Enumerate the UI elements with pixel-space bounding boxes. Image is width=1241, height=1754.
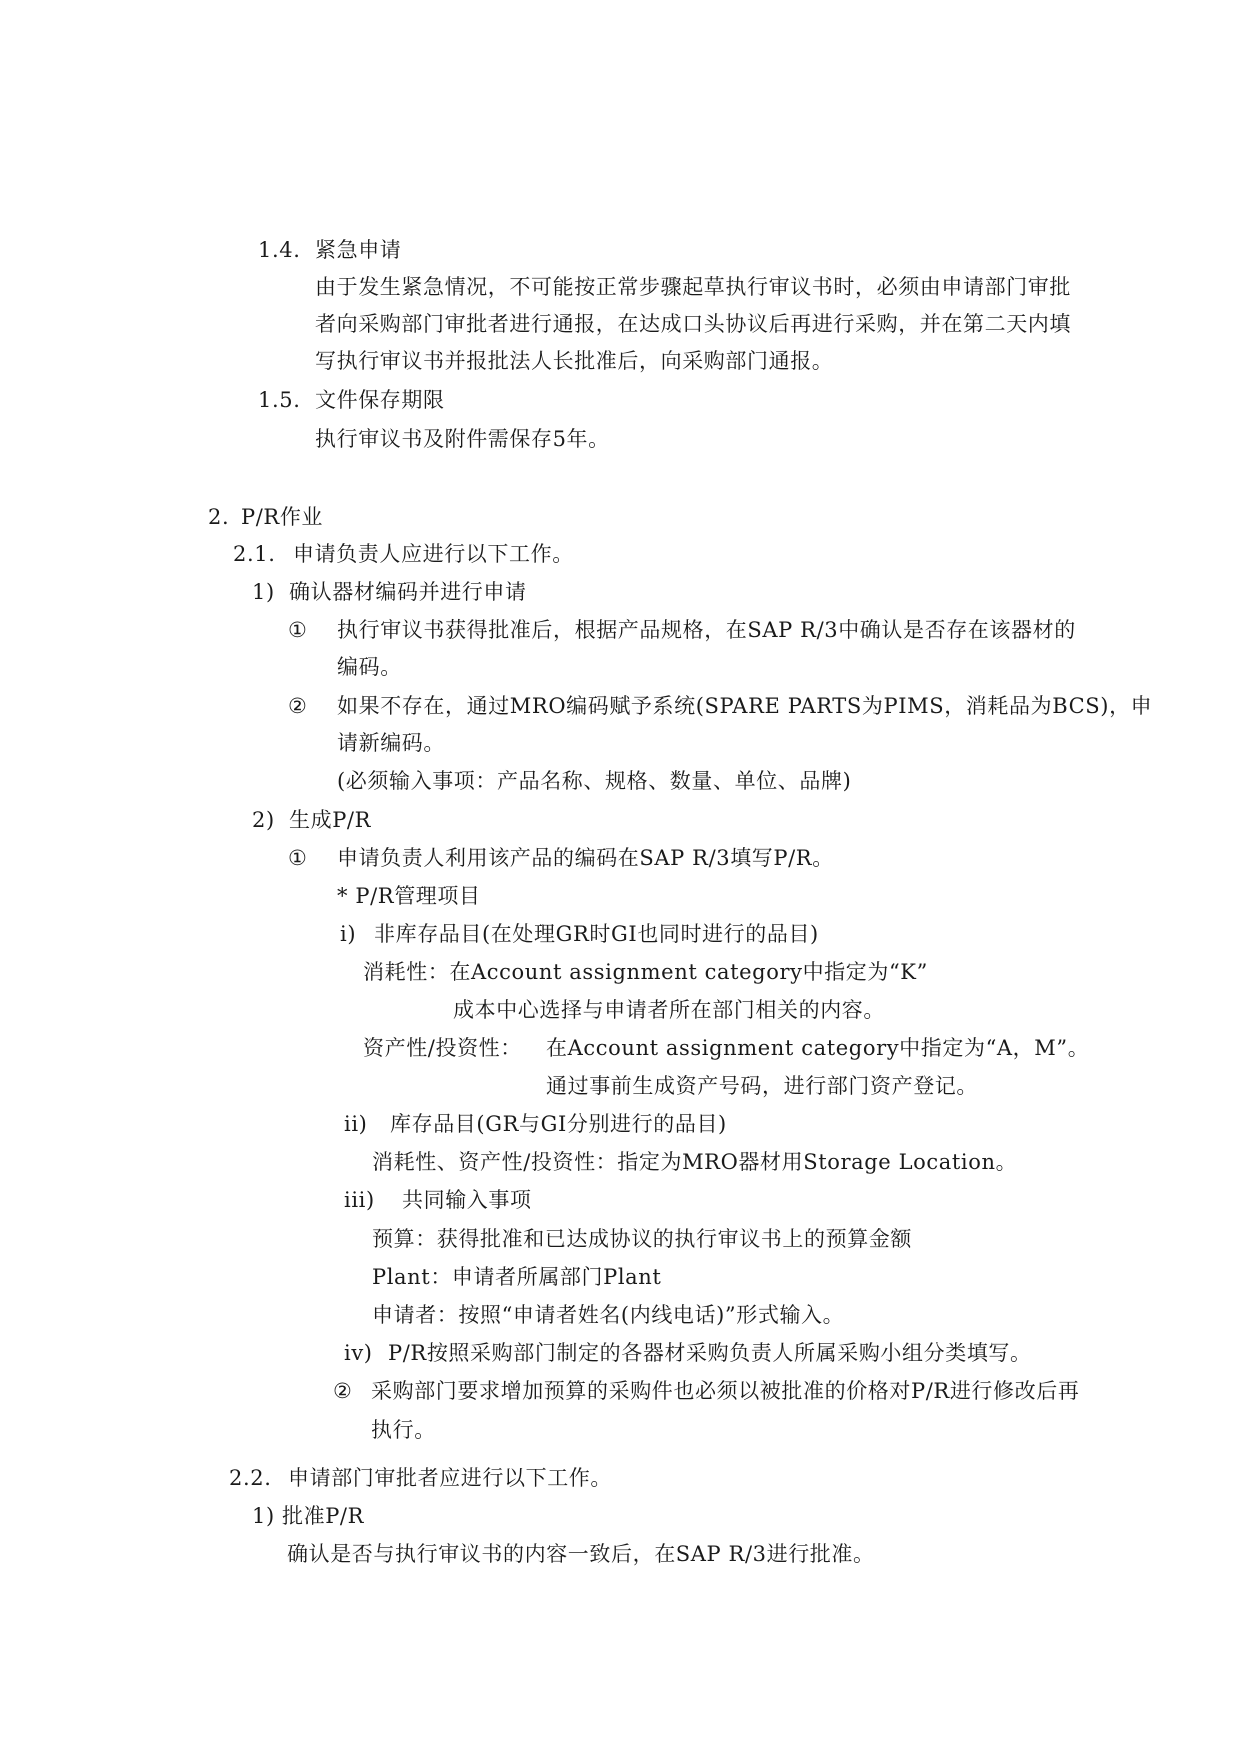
list-item-heading	[252, 810, 371, 831]
paragraph-line: 申请负责人利用该产品的编码在SAP R/3填写P/R。	[337, 846, 834, 870]
management-items-heading: * P/R管理项目	[337, 884, 481, 908]
section-title: 文件保存期限	[315, 388, 445, 412]
circled-item	[288, 620, 1076, 641]
circled-item	[333, 1381, 1079, 1402]
list-marker: 1)	[252, 1504, 275, 1528]
circled-marker: ①	[288, 618, 308, 642]
list-item-title: 生成P/R	[289, 808, 372, 832]
paragraph-line: 如果不存在，通过MRO编码赋予系统(SPARE PARTS为PIMS，消耗品为BCS)，申	[337, 694, 1153, 718]
roman-item-title: 非库存品目(在处理GR时GI也同时进行的品目)	[374, 922, 819, 946]
section-heading	[233, 544, 574, 565]
circled-marker: ②	[333, 1379, 353, 1403]
section-number: 1.5.	[258, 388, 301, 412]
section-title: 申请负责人应进行以下工作。	[293, 542, 574, 566]
paragraph-line: 请新编码。	[337, 731, 445, 755]
roman-item-heading	[340, 924, 819, 945]
paragraph-line: 执行审议书获得批准后，根据产品规格，在SAP R/3中确认是否存在该器材的	[337, 618, 1076, 642]
circled-item	[288, 848, 834, 869]
paragraph-line: 确认是否与执行审议书的内容一致后，在SAP R/3进行批准。	[287, 1542, 875, 1566]
paragraph-line: 采购部门要求增加预算的采购件也必须以被批准的价格对P/R进行修改后再	[371, 1379, 1080, 1403]
section-number: 2.2.	[229, 1466, 272, 1490]
chapter-number: 2.	[208, 505, 230, 529]
paragraph-line: 消耗性：在Account assignment category中指定为“K”	[363, 960, 928, 984]
paragraph-line: 者向采购部门审批者进行通报，在达成口头协议后再进行采购，并在第二天内填	[315, 312, 1071, 336]
circled-item	[288, 696, 1152, 717]
paragraph-line: 预算：获得批准和已达成协议的执行审议书上的预算金额	[372, 1227, 912, 1251]
roman-marker: iii)	[344, 1188, 375, 1212]
paragraph-line: 执行。	[371, 1418, 436, 1442]
paragraph-line: 写执行审议书并报批法人长批准后，向采购部门通报。	[315, 349, 834, 373]
section-number: 2.1.	[233, 542, 276, 566]
paragraph-line: 申请者：按照“申请者姓名(内线电话)”形式输入。	[372, 1303, 845, 1327]
paragraph-line: 在Account assignment category中指定为“A，M”。	[546, 1036, 1090, 1060]
roman-item-heading	[344, 1190, 532, 1211]
list-item-heading	[252, 1506, 364, 1527]
roman-item-title: 库存品目(GR与GI分别进行的品目)	[390, 1112, 727, 1136]
section-heading	[258, 240, 401, 261]
chapter-title: P/R作业	[241, 505, 324, 529]
roman-marker: ii)	[344, 1112, 368, 1136]
list-item-title: 确认器材编码并进行申请	[289, 580, 527, 604]
paragraph-line: 执行审议书及附件需保存5年。	[315, 427, 610, 451]
paragraph-line: 消耗性、资产性/投资性：指定为MRO器材用Storage Location。	[372, 1150, 1018, 1174]
paragraph-line: P/R按照采购部门制定的各器材采购负责人所属采购小组分类填写。	[388, 1341, 1032, 1365]
paragraph-line: 资产性/投资性：	[363, 1036, 522, 1060]
circled-marker: ②	[288, 694, 308, 718]
roman-item-title: 共同输入事项	[402, 1188, 532, 1212]
list-marker: 1)	[252, 580, 275, 604]
list-marker: 2)	[252, 808, 275, 832]
section-heading	[229, 1468, 612, 1489]
roman-marker: iv)	[344, 1341, 373, 1365]
paragraph-line: 通过事前生成资产号码，进行部门资产登记。	[546, 1074, 978, 1098]
circled-marker: ①	[288, 846, 308, 870]
paragraph-line: 成本中心选择与申请者所在部门相关的内容。	[453, 998, 885, 1022]
section-title: 申请部门审批者应进行以下工作。	[288, 1466, 612, 1490]
section-heading	[258, 390, 445, 411]
chapter-heading	[208, 507, 323, 528]
note-line: (必须输入事项：产品名称、规格、数量、单位、品牌)	[337, 769, 852, 793]
roman-marker: i)	[340, 922, 357, 946]
section-number: 1.4.	[258, 238, 301, 262]
list-item-heading	[252, 582, 527, 603]
section-title: 紧急申请	[315, 238, 402, 262]
paragraph-line: 由于发生紧急情况，不可能按正常步骤起草执行审议书时，必须由申请部门审批	[315, 275, 1071, 299]
paragraph-line: Plant：申请者所属部门Plant	[372, 1265, 662, 1289]
roman-item-heading	[344, 1114, 727, 1135]
paragraph-line: 编码。	[337, 655, 402, 679]
list-item-title: 批准P/R	[282, 1504, 365, 1528]
roman-item-heading	[344, 1343, 1032, 1364]
